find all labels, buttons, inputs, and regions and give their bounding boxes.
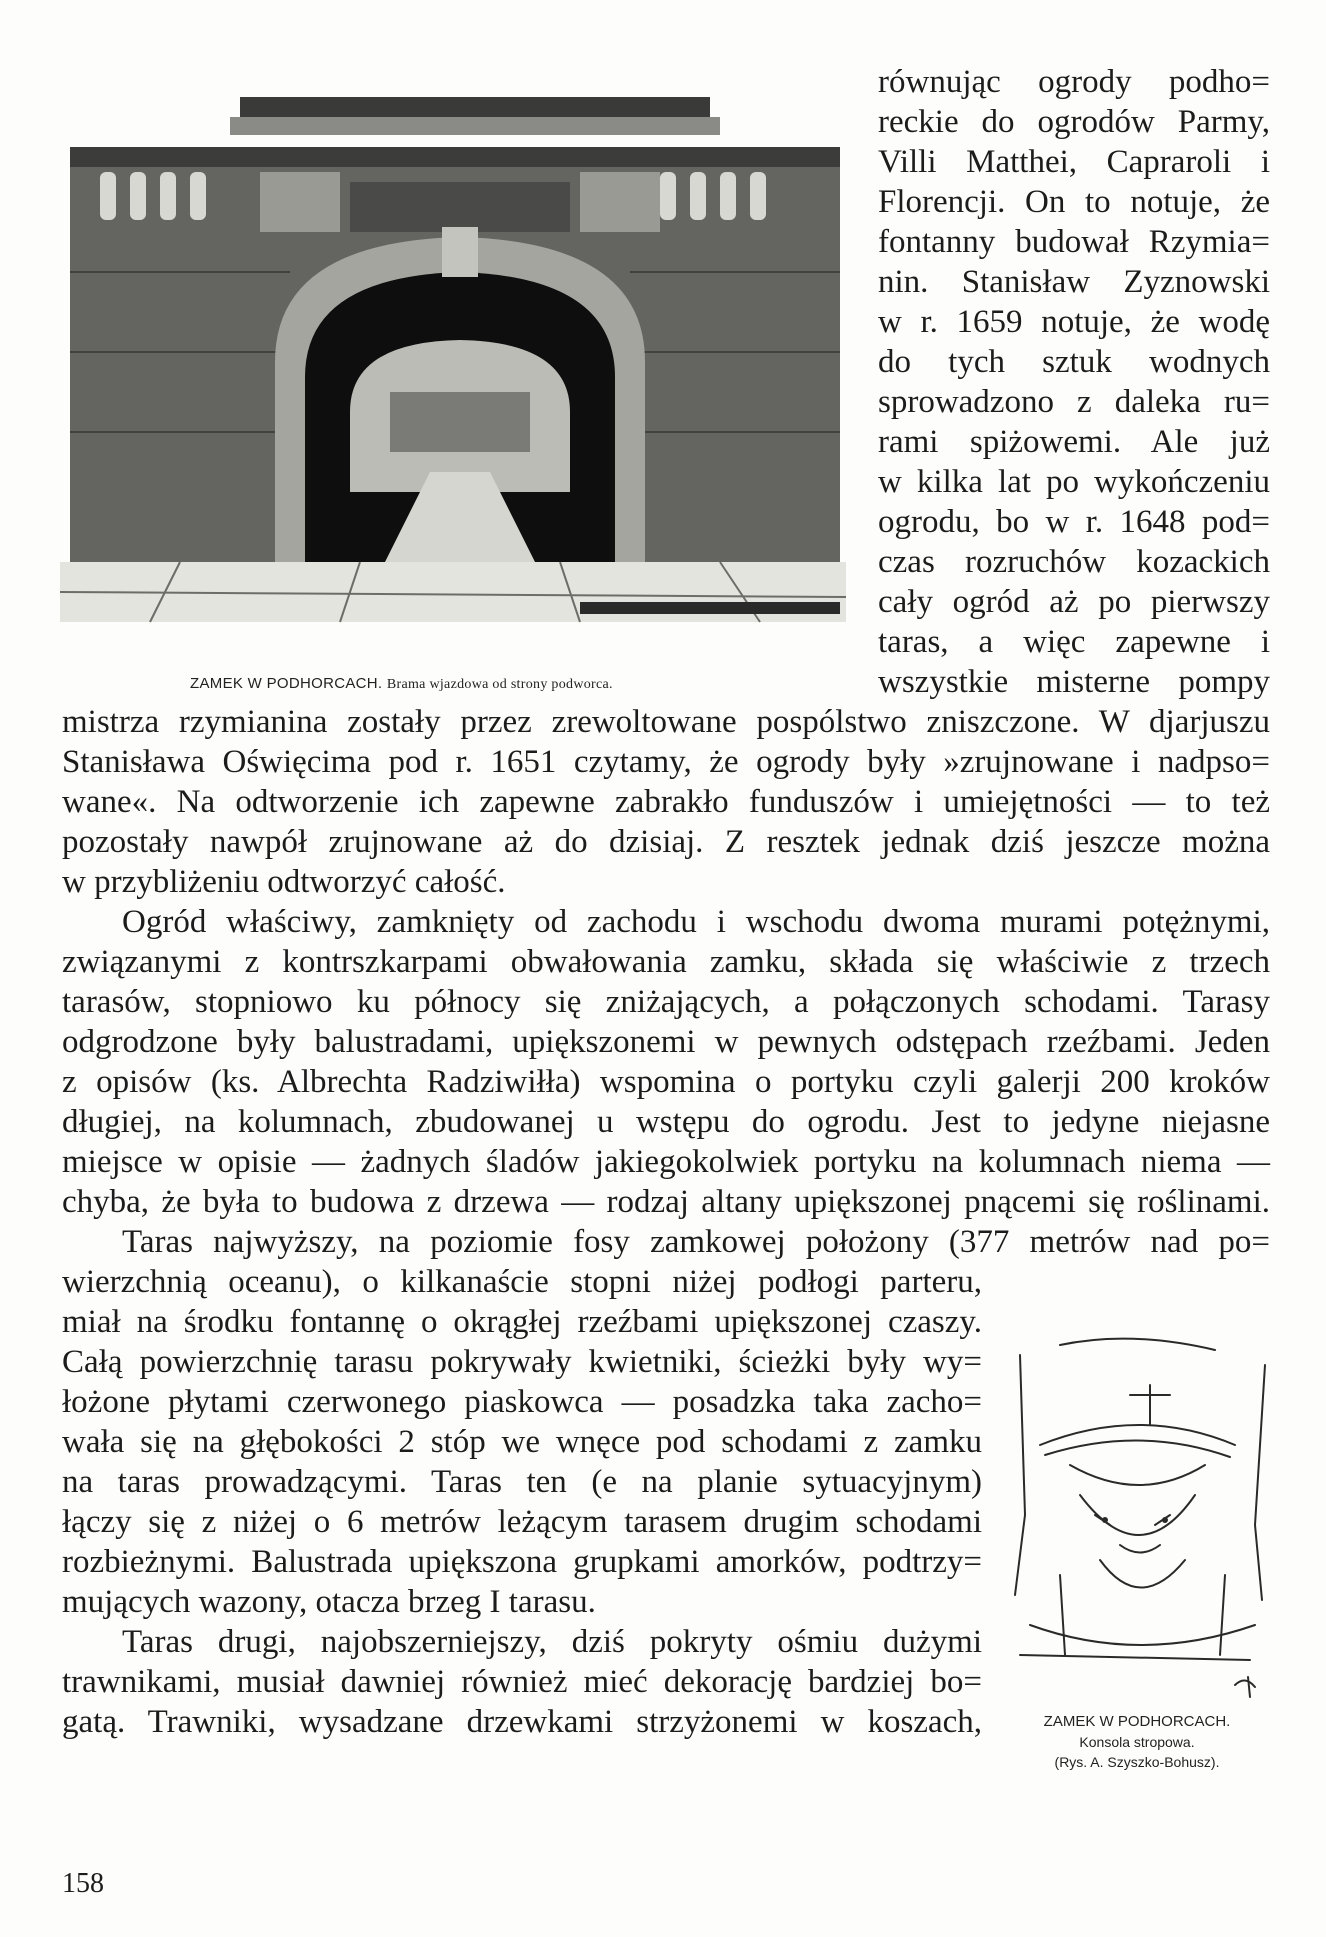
gate-photo-caption [190,675,613,693]
gate-photo [60,92,846,664]
column-line: reckie do ogrodów Parmy, [878,104,1270,140]
body-line: mujących wazony, otacza brzeg I tarasu. [62,1584,596,1620]
column-line: Florencji. On to notuje, że [878,184,1270,220]
column-line: do tych sztuk wodnych [878,344,1270,380]
body-line: Ogród właściwy, zamknięty od zachodu i wschodu dwoma murami potężnymi, [122,904,1270,940]
body-line: łożone płytami czerwonego piaskowca — posadzka taka zacho= [62,1384,982,1420]
body-line: chyba, że była to budowa z drzewa — rodzaj altany upiększonej pnącemi się roślinami. [62,1184,1270,1220]
column-line: nin. Stanisław Zyznowski [878,264,1270,300]
body-line: długiej, na kolumnach, zbudowanej u wstępu do ogrodu. Jest to jedyne niejasne [62,1104,1270,1140]
body-line: wane«. Na odtworzenie ich zapewne zabrakło funduszów i umiejętności — to też [62,784,1270,820]
body-line: Taras drugi, najobszerniejszy, dziś pokryty ośmiu dużymi [122,1624,982,1660]
body-line: mistrza rzymianina zostały przez zrewoltowane pospólstwo zniszczone. W djarjuszu [62,704,1270,740]
column-line: czas rozruchów kozackich [878,544,1270,580]
body-line: Taras najwyższy, na poziomie fosy zamkowej położony (377 metrów nad po= [122,1224,1270,1260]
body-line: pozostały nawpół zrujnowane aż do dzisiaj. Z resztek jednak dziś jeszcze można [62,824,1270,860]
body-line: Stanisława Oświęcima pod r. 1651 czytamy, że ogrody były »zrujnowane i nadpso= [62,744,1270,780]
column-line: fontanny budował Rzymia= [878,224,1270,260]
column-line: rami spiżowemi. Ale już [878,424,1270,460]
body-line: miał na środku fontannę o okrągłej rzeźbami upiększonej czaszy. [62,1304,982,1340]
body-line: na taras prowadzącymi. Taras ten (e na planie sytuacyjnym) [62,1464,982,1500]
body-line: Całą powierzchnię tarasu pokrywały kwietniki, ścieżki były wy= [62,1344,982,1380]
column-line: taras, a więc zapewne i [878,624,1270,660]
gate-photo-caption-sub: Brama wjazdowa od strony podworca. [386,677,613,692]
body-line: tarasów, stopniowo ku północy się zniżających, a połączonych schodami. Tarasy [62,984,1270,1020]
body-line: w przybliżeniu odtworzyć całość. [62,864,506,900]
column-line: ogrodu, bo w r. 1648 pod= [878,504,1270,540]
body-line: związanymi z kontrszkarpami obwałowania zamku, składa się właściwie z trzech [62,944,1270,980]
corbel-caption-credit: (Rys. A. Szyszko-Bohusz). [1054,1754,1220,1770]
column-line: równując ogrody podho= [878,64,1270,100]
body-line: z opisów (ks. Albrechta Radziwiłła) wspomina o portyku czyli galerji 200 kroków [62,1064,1270,1100]
column-line: wszystkie misterne pompy [878,664,1270,700]
body-line: trawnikami, musiał dawniej również mieć dekorację bardziej bo= [62,1664,982,1700]
column-line: cały ogród aż po pierwszy [878,584,1270,620]
body-line: gatą. Trawniki, wysadzane drzewkami strzyżonemi w koszach, [62,1704,982,1740]
corbel-caption-title: ZAMEK W PODHORCACH. [1043,1713,1231,1730]
body-line: łączy się z niżej o 6 metrów leżącym tarasem drugim schodami [62,1504,982,1540]
body-line: wierzchnią oceanu), o kilkanaście stopni niżej podłogi parteru, [62,1264,982,1300]
column-line: w kilka lat po wykończeniu [878,464,1270,500]
corbel-drawing [1000,1325,1270,1710]
column-line: sprowadzono z daleka ru= [878,384,1270,420]
body-line: odgrodzone były balustradami, upiększonemi w pewnych odstępach rzeźbami. Jeden [62,1024,1270,1060]
body-line: miejsce w opisie — żadnych śladów jakiegokolwiek portyku na kolumnach niema — [62,1144,1270,1180]
corbel-caption [992,1713,1282,1770]
gate-photo-caption-main: ZAMEK W PODHORCACH. [190,675,383,692]
column-line: w r. 1659 notuje, że wodę [878,304,1270,340]
corbel-caption-subtitle: Konsola stropowa. [1079,1734,1195,1750]
body-line: wała się na głębokości 2 stóp we wnęce pod schodami z zamku [62,1424,982,1460]
page-number: 158 [62,1868,104,1899]
body-line: rozbieżnymi. Balustrada upiększona grupkami amorków, podtrzy= [62,1544,982,1580]
column-line: Villi Matthei, Capraroli i [878,144,1270,180]
